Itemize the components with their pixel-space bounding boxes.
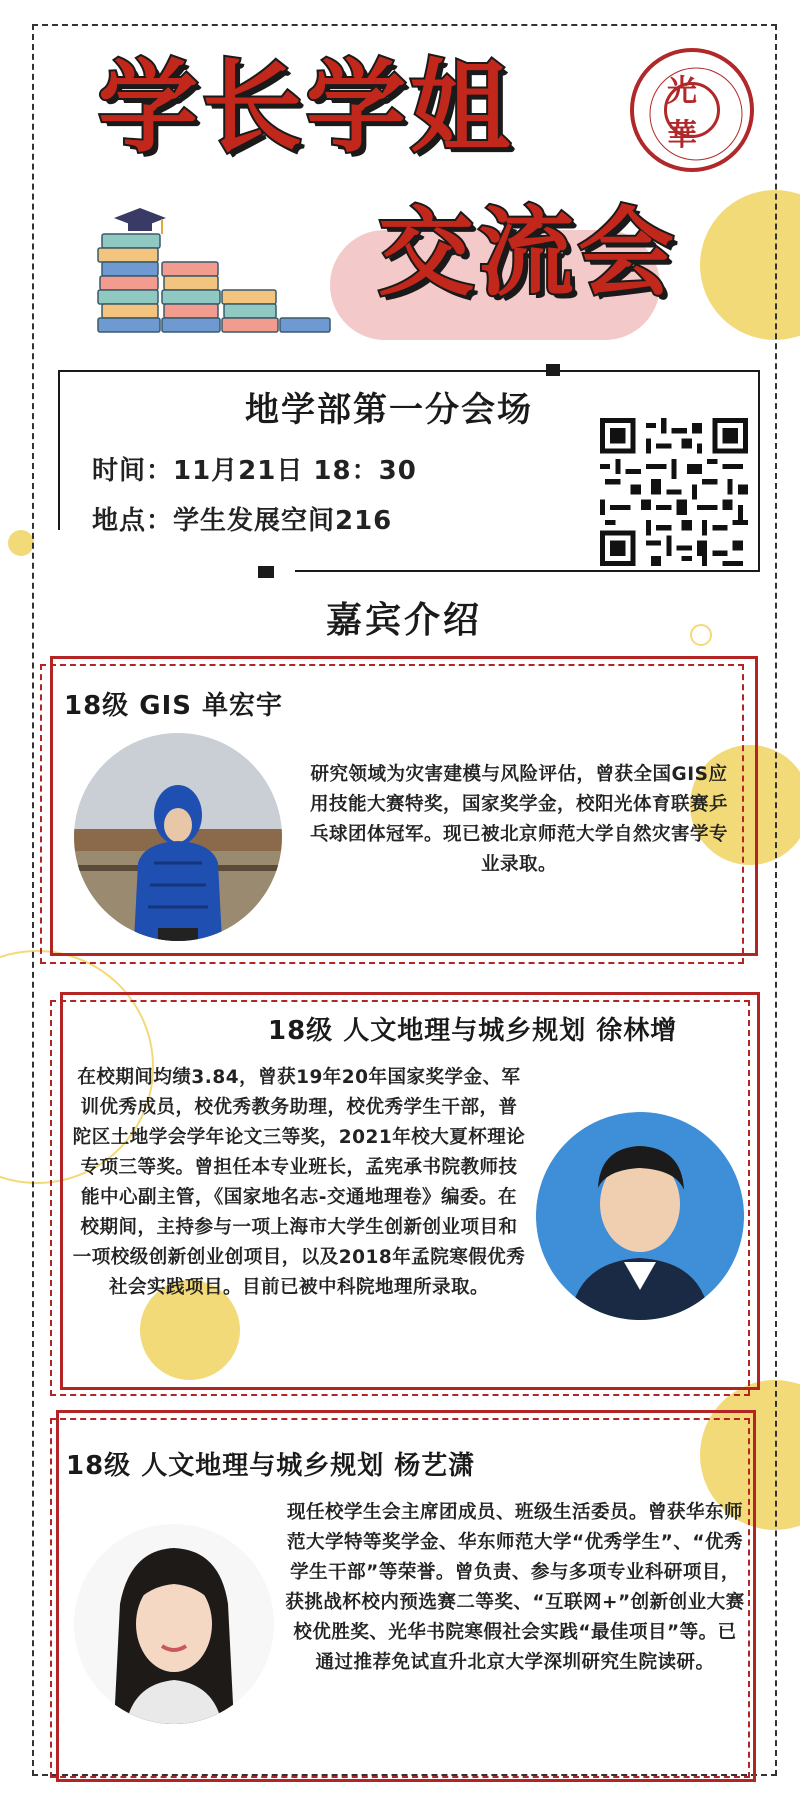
title-line-2: 交流会 bbox=[378, 197, 678, 309]
info-box-marker bbox=[258, 566, 274, 578]
qr-code-icon[interactable] bbox=[600, 418, 748, 566]
guest-name: 18级 GIS 单宏宇 bbox=[64, 691, 284, 721]
college-seal-icon bbox=[630, 48, 754, 172]
event-place: 地点：学生发展空间216 bbox=[92, 506, 393, 536]
info-box-left-edge bbox=[58, 370, 60, 530]
event-time: 时间：11月21日 18：30 bbox=[92, 456, 417, 486]
guest-bio: 现任校学生会主席团成员、班级生活委员。曾获华东师范大学特等奖学金、华东师范大学“优秀学生”、“优秀学生干部”等荣誉。曾负责、参与多项专业科研项目，获挑战杯校内预选赛二等奖、“互联网+”创新创业大赛校优胜奖、光华书院寒假社会实践“最佳项目”等。已通过推荐免试直升北京大学深圳研究生院读研。 bbox=[285, 1502, 745, 1673]
decor-dot bbox=[8, 530, 34, 556]
guest-photo bbox=[74, 1524, 274, 1724]
guest-bio: 研究领域为灾害建模与风险评估，曾获全国GIS应用技能大赛特奖，国家奖学金，校阳光体育联赛乒乓球团体冠军。现已被北京师范大学自然灾害学专业录取。 bbox=[309, 764, 728, 875]
info-box-marker bbox=[546, 364, 560, 376]
seal-center: 光華 bbox=[664, 82, 720, 138]
info-box-bottom-edge bbox=[295, 570, 760, 572]
title-line-1: 学长学姐 bbox=[98, 49, 514, 166]
venue-title: 地学部第一分会场 bbox=[245, 390, 533, 430]
guest-photo bbox=[536, 1112, 744, 1320]
guests-heading: 嘉宾介绍 bbox=[326, 600, 483, 641]
book-stack-icon bbox=[92, 200, 332, 350]
guest-bio: 在校期间均绩3.84，曾获19年20年国家奖学金、军训优秀成员，校优秀教务助理，校优秀学生干部，普陀区土地学会学年论文三等奖，2021年校大夏杯理论专项三等奖。曾担任本专业班长，孟宪承书院教师技能中心副主管，《国家地名志-交通地理卷》编委。在校期间，主持参与一项上海市大学生创新创业项目和一项校级创新创业创项目，以及2018年孟院寒假优秀社会实践项目。目前已被中科院地理所录取。 bbox=[72, 1067, 526, 1298]
guest-name: 18级 人文地理与城乡规划 杨艺潇 bbox=[66, 1451, 476, 1481]
guest-photo bbox=[74, 733, 282, 941]
guest-name: 18级 人文地理与城乡规划 徐林增 bbox=[268, 1016, 678, 1046]
graduation-cap-icon bbox=[114, 208, 166, 234]
